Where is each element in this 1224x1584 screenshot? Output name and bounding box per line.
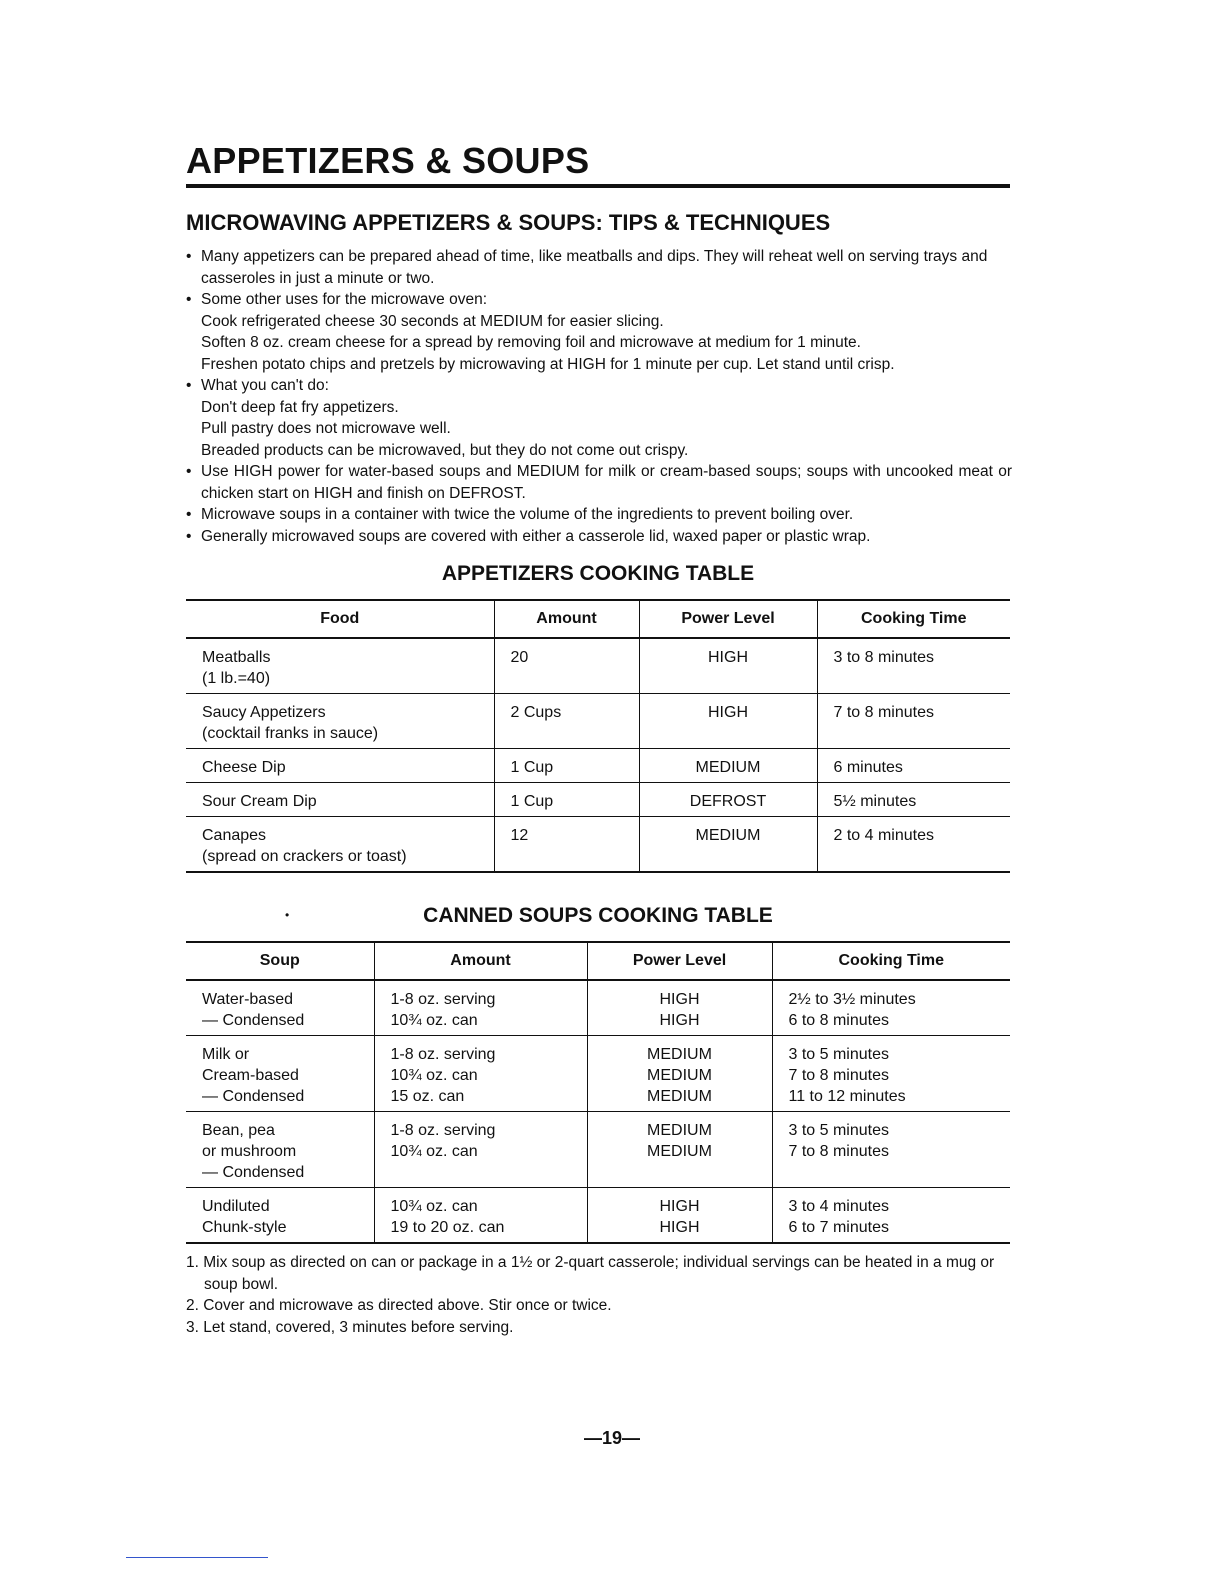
appetizers-cell [639, 694, 817, 749]
table-row [186, 1036, 1010, 1112]
cell-line: Undiluted [202, 1198, 270, 1215]
cell-line: 10¾ oz. can [390, 1012, 478, 1029]
appetizers-cell [186, 817, 494, 873]
appetizers-cell [639, 638, 817, 694]
cell-line: — Condensed [202, 1164, 305, 1181]
table-row [186, 817, 1010, 873]
appetizers-cell [186, 694, 494, 749]
cell-line: HIGH [708, 649, 748, 666]
soups-header-cell: Amount [374, 942, 587, 980]
cell-line: 1-8 oz. serving [390, 1046, 496, 1063]
appetizers-table [186, 599, 1010, 873]
tips-list [186, 246, 1012, 547]
tip-item [186, 504, 1012, 526]
appetizers-header-cell: Cooking Time [817, 600, 1010, 638]
cell-line: 10¾ oz. can [390, 1067, 478, 1084]
cell-line: 1 Cup [510, 793, 554, 810]
cell-line: 12 [510, 827, 529, 844]
cell-line: 3 to 5 minutes [788, 1046, 889, 1063]
appetizers-cell [494, 817, 639, 873]
appetizers-header-cell: Food [186, 600, 494, 638]
soups-cell [772, 1036, 1010, 1112]
cell-line: 7 to 8 minutes [833, 704, 934, 721]
tip-subline: Soften 8 oz. cream cheese for a spread by removing foil and microwave at medium for 1 minute. [201, 334, 861, 351]
soups-cell [186, 1188, 374, 1244]
cell-line: Bean, pea [202, 1122, 275, 1139]
soups-header-cell: Cooking Time [772, 942, 1010, 980]
soups-cell [186, 980, 374, 1036]
appetizers-cell [639, 817, 817, 873]
cell-line: 6 to 8 minutes [788, 1012, 889, 1029]
appetizers-cell [817, 638, 1010, 694]
cell-line: 6 minutes [833, 759, 903, 776]
table-row [186, 694, 1010, 749]
stray-mark: • [285, 908, 290, 922]
table-row [186, 1188, 1010, 1244]
tip-item [186, 246, 1012, 289]
footnote-item: 2. Cover and microwave as directed above. Stir once or twice. [186, 1297, 612, 1314]
appetizers-cell [494, 638, 639, 694]
cell-line: Saucy Appetizers [202, 704, 326, 721]
tip-item [186, 375, 1012, 461]
soups-table-title: CANNED SOUPS COOKING TABLE [423, 904, 773, 927]
tip-subline: Cook refrigerated cheese 30 seconds at MEDIUM for easier slicing. [201, 312, 664, 330]
cell-line: 2 to 4 minutes [833, 827, 934, 844]
appetizers-cell [817, 817, 1010, 873]
appetizers-cell [639, 783, 817, 817]
appetizers-table-title: APPETIZERS COOKING TABLE [441, 562, 755, 585]
cell-line: (1 lb.=40) [202, 670, 271, 687]
appetizers-cell [639, 749, 817, 783]
tip-text: • Microwave soups in a container with twice the volume of the ingredients to prevent boiling over. [201, 506, 854, 523]
cell-line: Canapes [202, 827, 267, 844]
cell-line: 19 to 20 oz. can [390, 1219, 505, 1236]
soups-cell [374, 1188, 587, 1244]
cell-line: 3 to 8 minutes [833, 649, 934, 666]
cell-line: 2 Cups [510, 704, 562, 721]
tip-item [186, 461, 1012, 504]
soups-cell [587, 1112, 772, 1188]
corner-rule [126, 1557, 268, 1558]
cell-line: Meatballs [202, 649, 271, 666]
tip-text: • Use HIGH power for water-based soups and MEDIUM for milk or cream-based soups; soups with uncooked meat or chicken start on HIGH and finish on DEFROST. [201, 463, 1012, 502]
cell-line: 11 to 12 minutes [788, 1088, 906, 1105]
section-heading: MICROWAVING APPETIZERS & SOUPS: TIPS & TECHNIQUES [186, 210, 831, 235]
cell-line: 3 to 5 minutes [788, 1122, 889, 1139]
appetizers-cell [817, 694, 1010, 749]
cell-line: DEFROST [689, 793, 767, 810]
cell-line: Cheese Dip [202, 759, 286, 776]
cell-line: — Condensed [202, 1088, 305, 1105]
appetizers-cell [817, 783, 1010, 817]
tip-subline: Freshen potato chips and pretzels by microwaving at HIGH for 1 minute per cup. Let stand until crisp. [201, 355, 895, 373]
cell-line: 5½ minutes [833, 793, 917, 810]
cell-line: Cream-based [202, 1067, 299, 1084]
tip-text: • Some other uses for the microwave oven: [201, 291, 488, 308]
cell-line: Sour Cream Dip [202, 793, 317, 810]
cell-line: (cocktail franks in sauce) [202, 725, 379, 742]
soups-cell [587, 980, 772, 1036]
soups-header-cell: Power Level [587, 942, 772, 980]
tip-text: • What you can't do: [201, 377, 329, 394]
appetizers-cell [817, 749, 1010, 783]
cell-line: (spread on crackers or toast) [202, 848, 407, 865]
cell-line: MEDIUM [647, 1046, 712, 1063]
appetizers-header-cell: Amount [494, 600, 639, 638]
cell-line: MEDIUM [647, 1067, 712, 1084]
appetizers-cell [186, 783, 494, 817]
cell-line: 10¾ oz. can [390, 1198, 478, 1215]
soups-cell [374, 1112, 587, 1188]
cell-line: MEDIUM [647, 1122, 712, 1139]
cell-line: HIGH [659, 1012, 700, 1029]
appetizers-cell [494, 783, 639, 817]
soups-cell [772, 980, 1010, 1036]
appetizers-cell [186, 749, 494, 783]
cell-line: 20 [510, 649, 529, 666]
tip-text: • Generally microwaved soups are covered with either a casserole lid, waxed paper or plastic wrap. [201, 527, 871, 545]
table-row [186, 1112, 1010, 1188]
cell-line: — Condensed [202, 1012, 305, 1029]
title-rule [186, 184, 1010, 188]
footnote-item: 3. Let stand, covered, 3 minutes before serving. [186, 1318, 514, 1336]
cell-line: 2½ to 3½ minutes [788, 991, 916, 1008]
cell-line: Chunk-style [202, 1219, 287, 1236]
page-number: —19— [583, 1428, 641, 1448]
soups-cell [374, 1036, 587, 1112]
appetizers-header-cell: Power Level [639, 600, 817, 638]
tip-subline: Pull pastry does not microwave well. [201, 420, 451, 437]
cell-line: HIGH [659, 991, 700, 1008]
cell-line: Water-based [202, 991, 293, 1008]
tip-item [186, 526, 1012, 548]
footnote-item: 1. Mix soup as directed on can or package in a 1½ or 2-quart casserole; individual servings can be heated in a mug or soup bowl. [186, 1254, 995, 1293]
cell-line: 1 Cup [510, 759, 554, 776]
appetizers-cell [494, 749, 639, 783]
cell-line: or mushroom [202, 1143, 297, 1160]
appetizers-cell [494, 694, 639, 749]
table-row [186, 783, 1010, 817]
table-row [186, 980, 1010, 1036]
appetizers-cell [186, 638, 494, 694]
cell-line: MEDIUM [647, 1088, 712, 1105]
soups-cell [587, 1188, 772, 1244]
cell-line: 1-8 oz. serving [390, 1122, 496, 1139]
cell-line: HIGH [659, 1219, 700, 1236]
cell-line: HIGH [659, 1198, 700, 1215]
tip-item [186, 289, 1012, 375]
tip-text: • Many appetizers can be prepared ahead of time, like meatballs and dips. They will reheat well on serving trays and casseroles in just a minute or two. [201, 248, 988, 287]
soups-cell [186, 1036, 374, 1112]
soups-table [186, 941, 1010, 1244]
cell-line: Milk or [202, 1046, 250, 1063]
cell-line: MEDIUM [647, 1143, 712, 1160]
cell-line: 7 to 8 minutes [788, 1067, 889, 1084]
cell-line: MEDIUM [695, 827, 761, 844]
cell-line: 7 to 8 minutes [788, 1143, 889, 1160]
page-title: APPETIZERS & SOUPS [186, 140, 590, 181]
table-row [186, 749, 1010, 783]
soups-cell [587, 1036, 772, 1112]
cell-line: 6 to 7 minutes [788, 1219, 889, 1236]
soups-cell [772, 1112, 1010, 1188]
tip-subline: Don't deep fat fry appetizers. [201, 398, 399, 416]
cell-line: 1-8 oz. serving [390, 991, 496, 1008]
tip-subline: Breaded products can be microwaved, but they do not come out crispy. [201, 441, 689, 459]
footnotes [186, 1252, 1012, 1338]
soups-cell [374, 980, 587, 1036]
soups-header-cell: Soup [186, 942, 374, 980]
soups-cell [772, 1188, 1010, 1244]
cell-line: HIGH [708, 704, 748, 721]
cell-line: 15 oz. can [390, 1088, 465, 1105]
cell-line: MEDIUM [695, 759, 761, 776]
soups-cell [186, 1112, 374, 1188]
cell-line: 3 to 4 minutes [788, 1198, 889, 1215]
table-row [186, 638, 1010, 694]
cell-line: 10¾ oz. can [390, 1143, 478, 1160]
